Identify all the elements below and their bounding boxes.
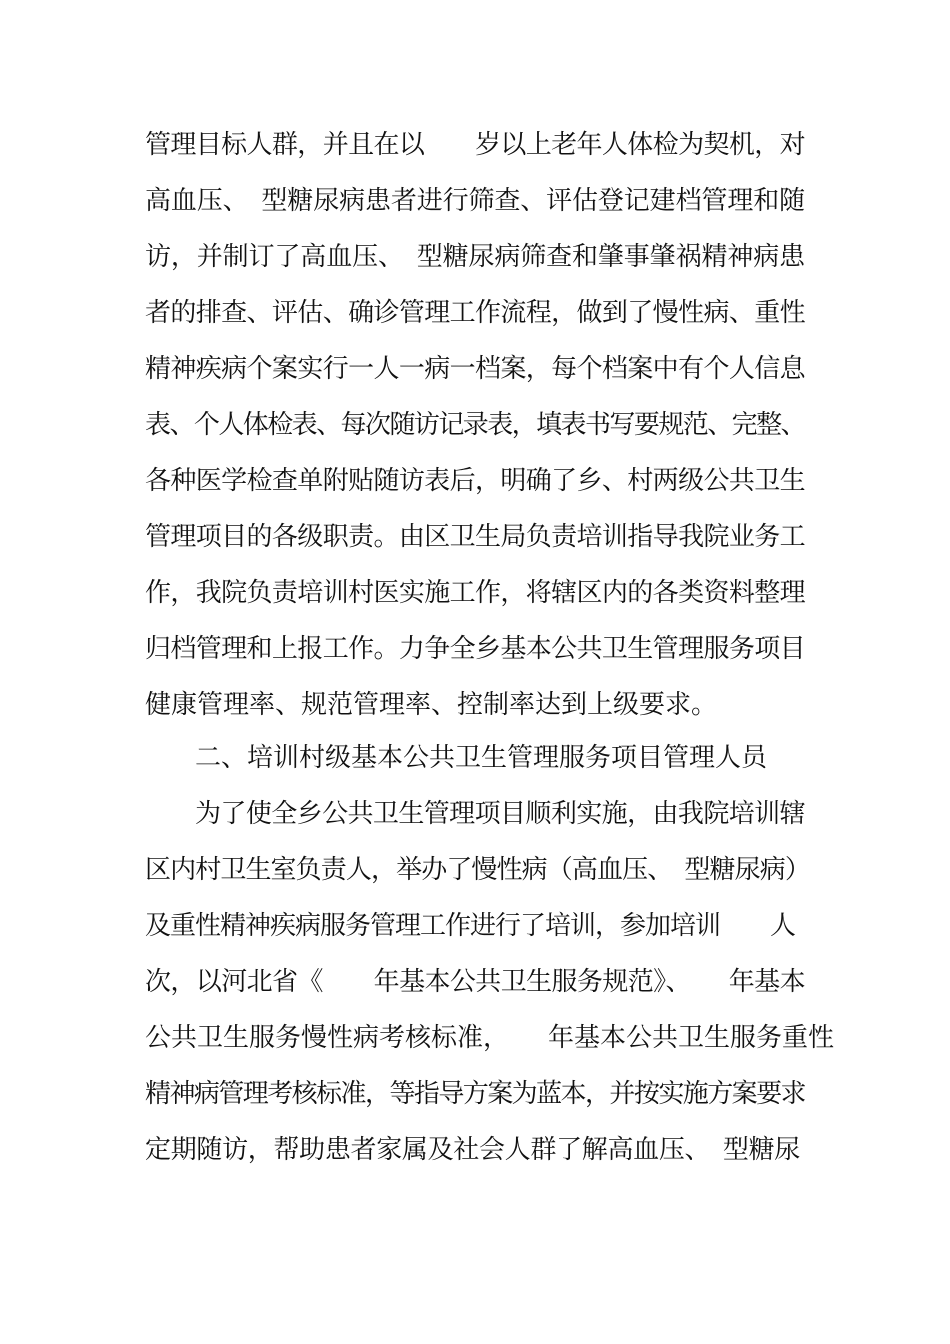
text-line: 及重性精神疾病服务管理工作进行了培训，参加培训 人: [145, 911, 795, 941]
text-line: 管理项目的各级职责。由区卫生局负责培训指导我院业务工: [145, 522, 805, 552]
text-line: 访，并制订了高血压、 型糖尿病筛查和肇事肇祸精神病患: [145, 242, 805, 272]
text-line: 者的排查、评估、确诊管理工作流程，做到了慢性病、重性: [145, 298, 805, 328]
text-line: 次，以河北省《 年基本公共卫生服务规范》、 年基本: [145, 967, 805, 997]
text-line: 管理目标人群，并且在以 岁以上老年人体检为契机，对: [145, 130, 805, 160]
text-line: 区内村卫生室负责人，举办了慢性病（高血压、 型糖尿病）: [145, 855, 810, 885]
text-line: 归档管理和上报工作。力争全乡基本公共卫生管理服务项目: [145, 634, 805, 664]
text-line: 为了使全乡公共卫生管理项目顺利实施，由我院培训辖: [195, 799, 805, 829]
text-line: 精神疾病个案实行一人一病一档案，每个档案中有个人信息: [145, 354, 805, 384]
section-heading: 二、培训村级基本公共卫生管理服务项目管理人员: [195, 743, 768, 773]
text-line: 定期随访，帮助患者家属及社会人群了解高血压、 型糖尿: [145, 1135, 800, 1165]
text-line: 作，我院负责培训村医实施工作，将辖区内的各类资料整理: [145, 578, 805, 608]
text-line: 高血压、 型糖尿病患者进行筛查、评估登记建档管理和随: [145, 186, 805, 216]
text-line: 公共卫生服务慢性病考核标准， 年基本公共卫生服务重性: [145, 1023, 835, 1053]
text-line: 精神病管理考核标准，等指导方案为蓝本，并按实施方案要求: [145, 1079, 805, 1109]
text-line: 健康管理率、规范管理率、控制率达到上级要求。: [145, 690, 718, 720]
text-line: 各种医学检查单附贴随访表后，明确了乡、村两级公共卫生: [145, 466, 805, 496]
text-line: 表、个人体检表、每次随访记录表，填表书写要规范、完整、: [145, 410, 805, 440]
